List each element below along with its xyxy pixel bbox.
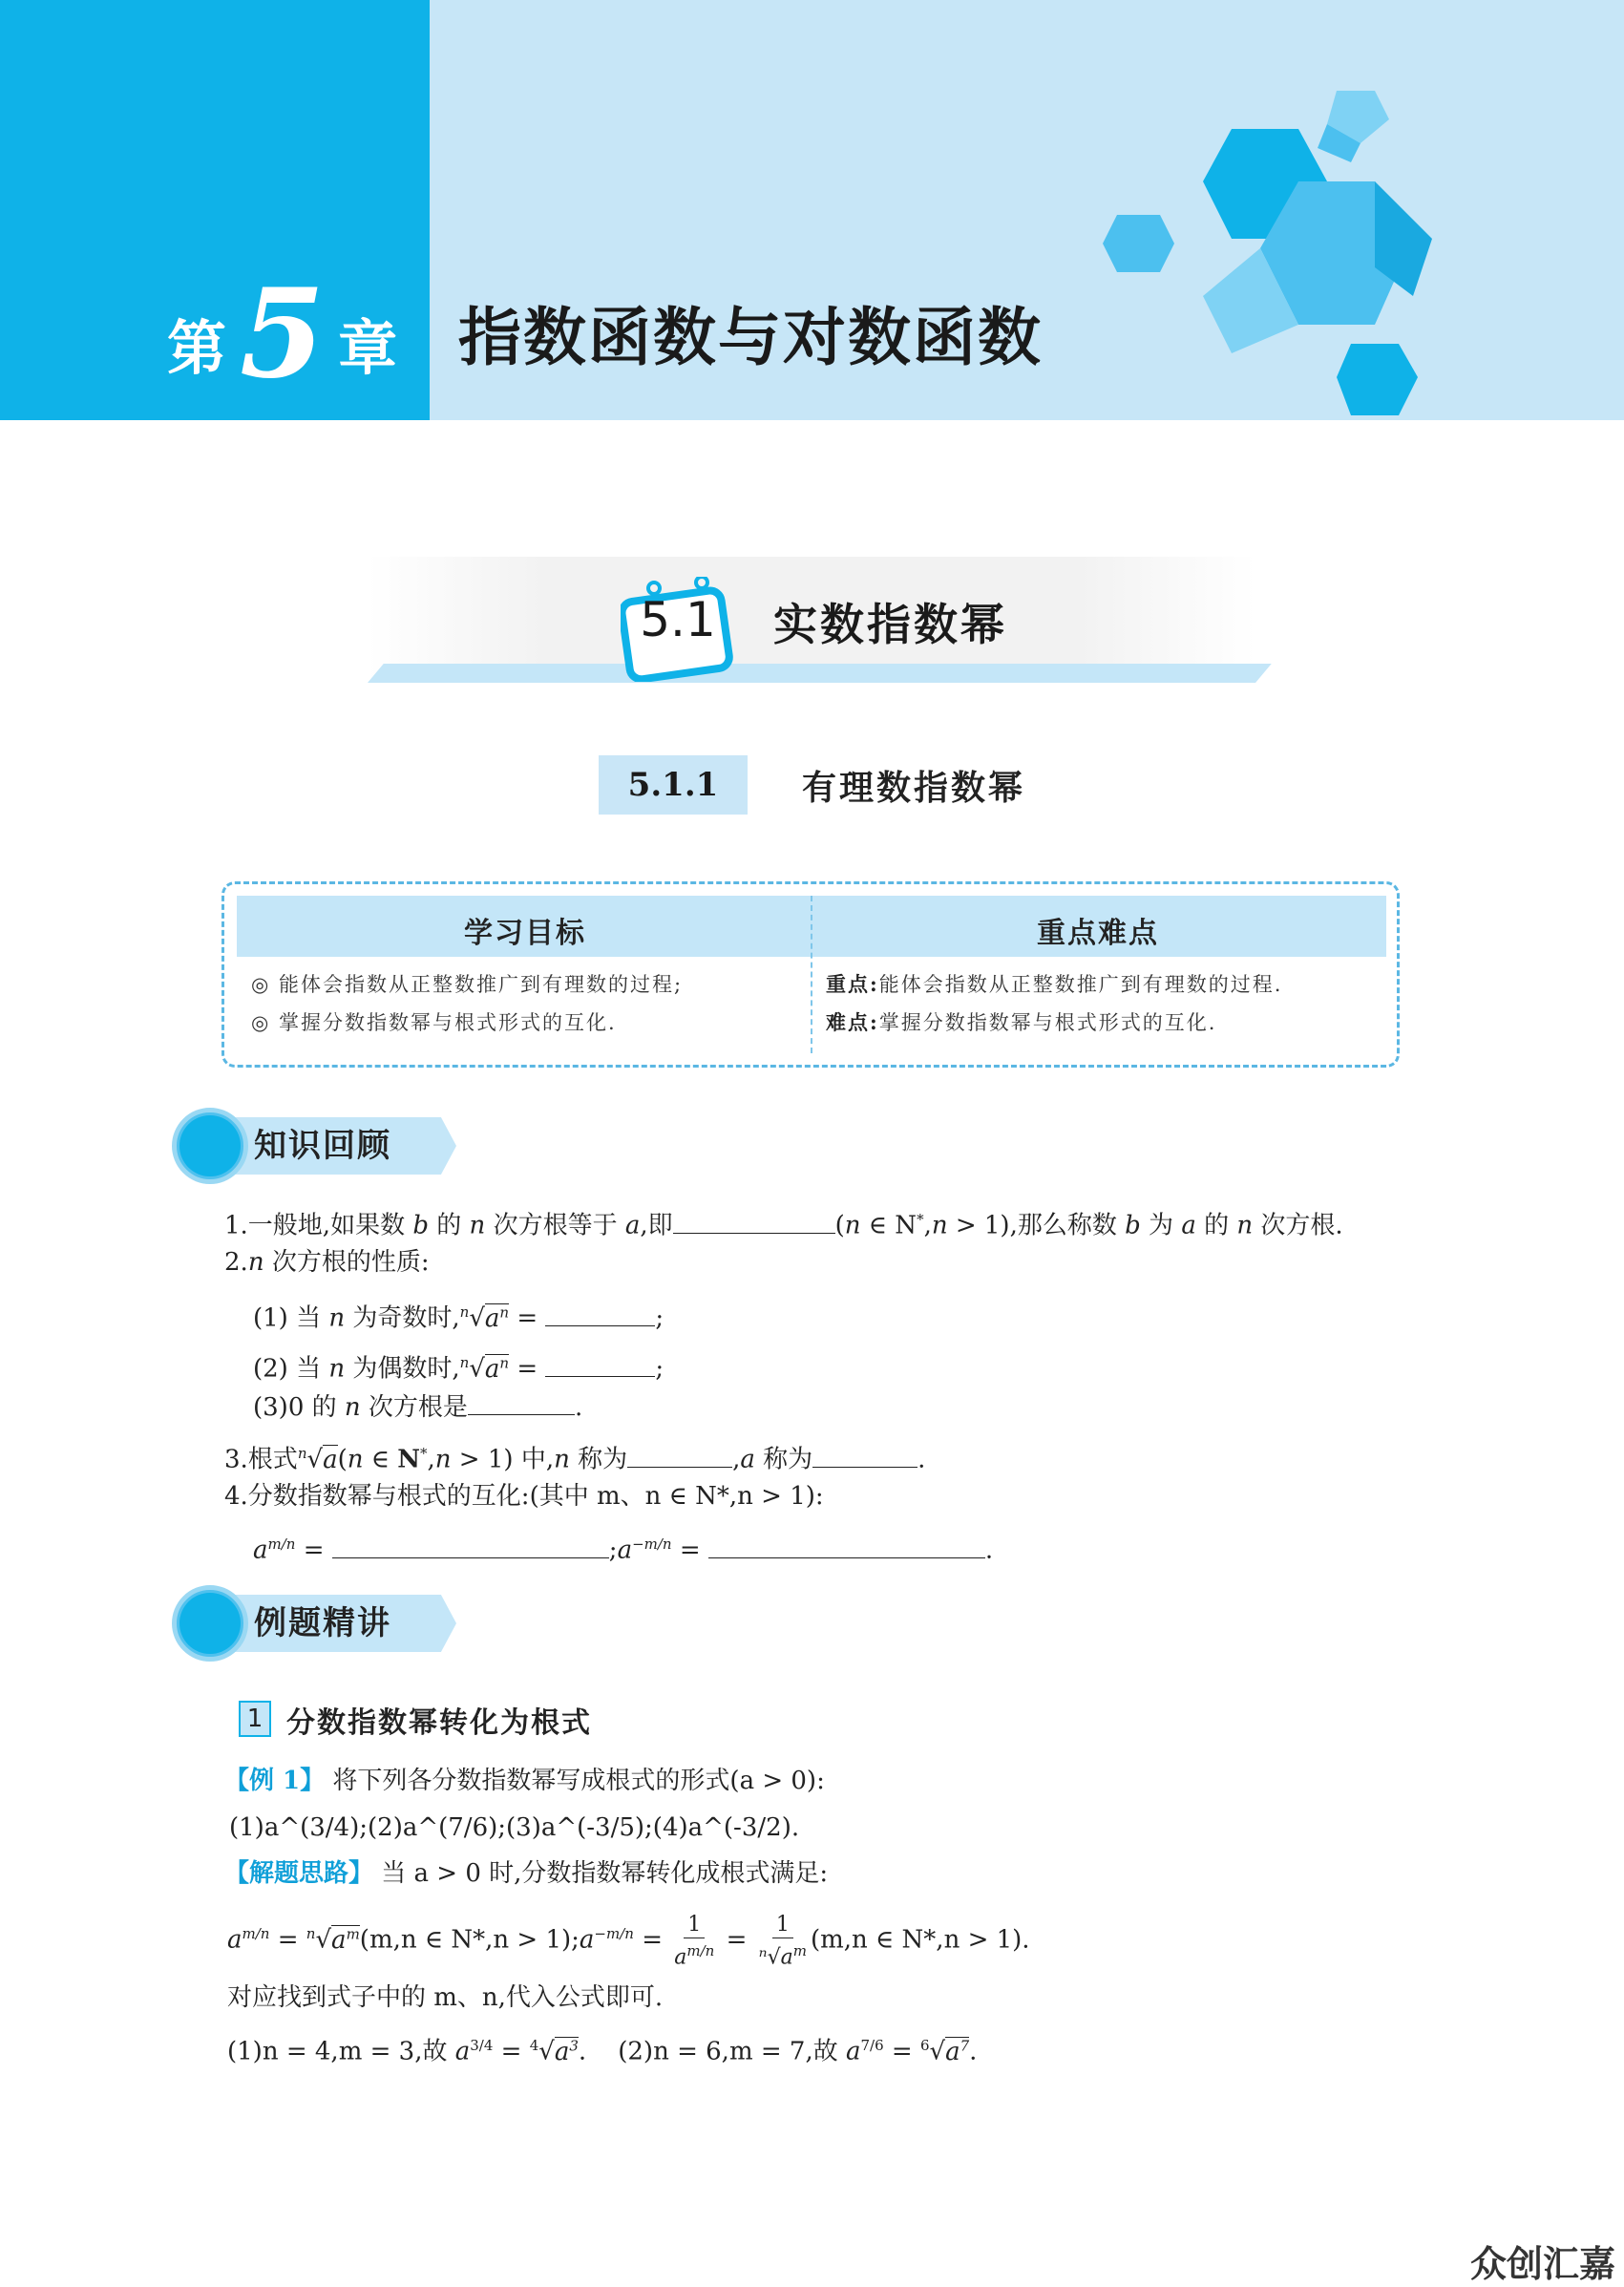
chapter-title: 指数函数与对数函数 <box>458 301 1043 374</box>
difficult-point: 难点:掌握分数指数幂与根式形式的互化. <box>826 1010 1217 1034</box>
chapter-number: 5 <box>240 263 326 406</box>
review-line-7: 4.分数指数幂与根式的互化:(其中 m、n ∈ N*,n > 1): <box>224 1482 824 1511</box>
review-line-6: 3.根式$^n$√a(n ∈ N*,n > 1) 中,n 称为 ,a 称为 . <box>224 1437 925 1476</box>
goal-item: ◎ 掌握分数指数幂与根式形式的互化. <box>251 1011 617 1034</box>
review-line-3: (1) 当 n 为奇数时$,^n√a^n$ = ; <box>253 1296 664 1335</box>
review-line-5: (3)0 的 n 次方根是 . <box>253 1389 582 1424</box>
example-1: 【例 1】 将下列各分数指数幂写成根式的形式(a > 0): <box>224 1767 825 1795</box>
watermark: 众创汇嘉 <box>1470 2243 1616 2285</box>
review-line-8: $a^{m/n}$ = $;a^{-m/n}$ = . <box>253 1528 993 1567</box>
review-line-2: 2.n 次方根的性质: <box>224 1248 430 1277</box>
topic-number: 1 <box>239 1701 271 1737</box>
goals-left-header: 学习目标 <box>464 917 586 950</box>
key-point: 重点:能体会指数从正整数推广到有理数的过程. <box>826 972 1283 996</box>
chapter-label <box>167 263 398 406</box>
topic-title: 分数指数幂转化为根式 <box>286 1706 592 1740</box>
review-line-4: (2) 当 n 为偶数时$,^n√a^n$ = ; <box>253 1346 664 1386</box>
review-line-1: 1.一般地,如果数 b 的 n 次方根等于 a,即 (n ∈ N*,n > 1),那么称数 b 为 a 的 n 次方根. <box>224 1203 1343 1242</box>
correspondence-line: 对应找到式子中的 m、n,代入公式即可. <box>227 1983 664 2012</box>
examples-header: 例题精讲 <box>172 1585 458 1662</box>
section-number: 5.1 <box>640 592 716 647</box>
chapter-prefix: 第 <box>167 313 227 383</box>
solution-line: (1)n = 4,m = 3,故 $a^{3/4} = ^4√a^3$. (2)n = 6,m = 7,故 $a^{7/6} = ^6√a^7$. <box>227 2037 978 2066</box>
example-1-items: (1)a^(3/4);(2)a^(7/6);(3)a^(-3/5);(4)a^(-3/2). <box>229 1813 800 1842</box>
section-title: 实数指数幂 <box>773 599 1007 650</box>
subsection-title: 有理数指数幂 <box>802 769 1026 808</box>
section-stripe <box>368 664 1272 683</box>
cubes-decoration <box>1098 76 1461 420</box>
chapter-suffix: 章 <box>338 313 398 383</box>
hint-line: 【解题思路】 当 a > 0 时,分数指数幂转化成根式满足: <box>224 1859 829 1888</box>
goal-item: ◎ 能体会指数从正整数推广到有理数的过程; <box>251 973 684 996</box>
goals-right-header: 重点难点 <box>1037 917 1159 950</box>
notebook-icon <box>179 1115 241 1176</box>
subsection-number: 5.1.1 <box>599 755 748 815</box>
calculator-icon <box>179 1593 241 1654</box>
formula-line: $a^{m/n} = ^n√a^m(m,n$ ∈ $N*,n > 1);a^{-m/n}$ = $\frac{1}{a^{m/n}}$ = $\frac{1}{^n√a^m}$ (m,n ∈ N*,n > 1). <box>227 1912 1030 1969</box>
review-header: 知识回顾 <box>172 1108 458 1184</box>
